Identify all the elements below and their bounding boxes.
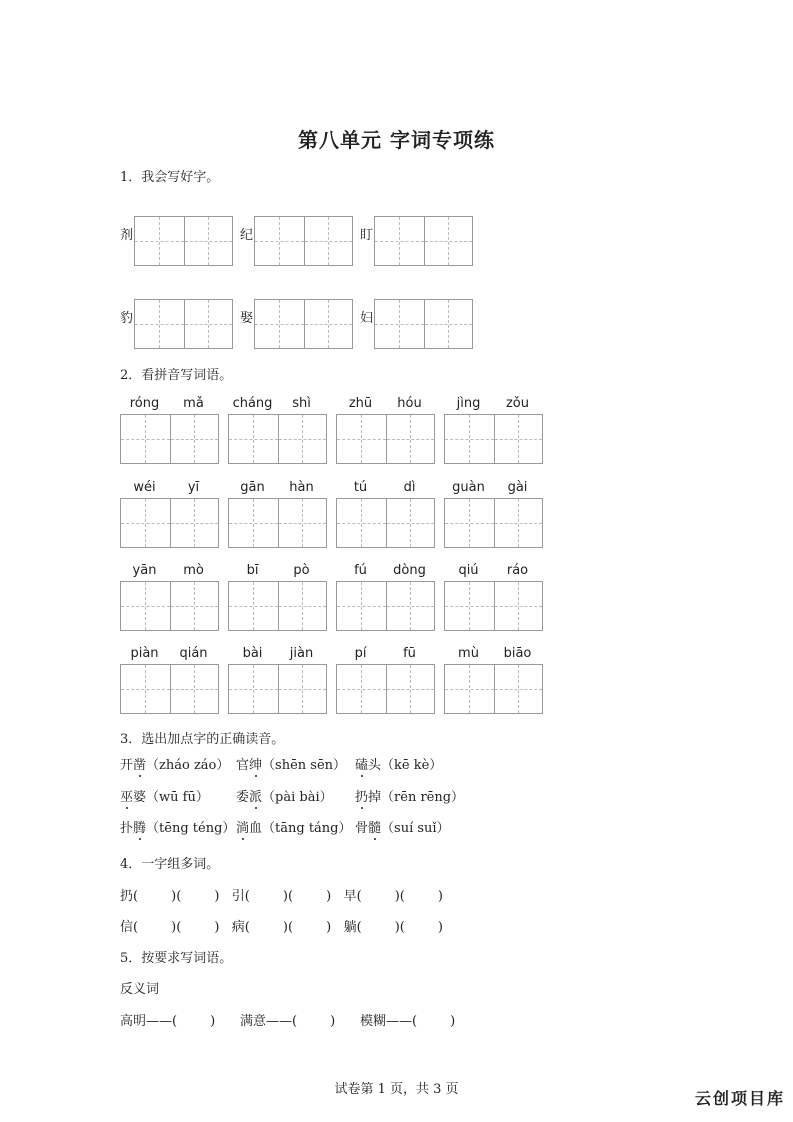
pinyin-syllable: jìng — [456, 396, 481, 411]
writing-cell[interactable] — [184, 300, 233, 348]
pinyin-syllable: hóu — [397, 396, 422, 411]
q1-writing-grid[interactable] — [374, 299, 473, 349]
pinyin-label — [444, 396, 542, 411]
writing-cell[interactable] — [278, 582, 327, 630]
writing-cell[interactable] — [494, 499, 543, 547]
q3-item[interactable] — [355, 817, 450, 836]
pinyin-syllable: yī — [187, 480, 200, 495]
writing-cell[interactable] — [386, 665, 435, 713]
q3-heading: 3．选出加点字的正确读音。 — [120, 732, 285, 747]
q3-text-pre: 开 — [120, 758, 134, 773]
dotted-char: 派 — [249, 786, 262, 805]
q3-text-opts: （pài bài） — [262, 790, 333, 805]
pinyin-syllable: pí — [354, 646, 367, 661]
pinyin-label — [336, 646, 434, 661]
writing-cell[interactable] — [337, 499, 386, 547]
pinyin-syllable: jiàn — [289, 646, 314, 661]
writing-cell[interactable] — [375, 300, 424, 348]
writing-cell[interactable] — [135, 217, 184, 265]
writing-cell[interactable] — [229, 499, 278, 547]
q3-text-post: 婆 — [133, 790, 147, 805]
pinyin-syllable: zǒu — [505, 396, 530, 411]
q3-item[interactable] — [120, 786, 209, 805]
pinyin-label — [336, 563, 434, 578]
pinyin-syllable: hàn — [289, 480, 314, 495]
q3-text-opts: （zháo záo） — [146, 758, 230, 773]
page-footer: 试卷第 1 页，共 3 页 — [334, 1082, 459, 1097]
writing-cell[interactable] — [386, 499, 435, 547]
writing-cell[interactable] — [445, 499, 494, 547]
writing-cell[interactable] — [337, 582, 386, 630]
writing-cell[interactable] — [135, 300, 184, 348]
q1-writing-grid[interactable] — [254, 299, 353, 349]
writing-cell[interactable] — [445, 665, 494, 713]
q3-text-opts: （tēng téng） — [146, 821, 236, 836]
q3-item[interactable] — [236, 786, 333, 805]
writing-cell[interactable] — [255, 300, 304, 348]
writing-cell[interactable] — [445, 415, 494, 463]
q3-text-opts: （shēn sēn） — [262, 758, 347, 773]
writing-cell[interactable] — [375, 217, 424, 265]
q1-char-label: 盯 — [360, 228, 374, 243]
q3-item[interactable] — [236, 817, 352, 836]
q1-char-label: 纪 — [240, 228, 254, 243]
q2-writing-grid[interactable] — [336, 581, 435, 631]
writing-cell[interactable] — [386, 582, 435, 630]
q3-text-pre: 委 — [236, 790, 250, 805]
pinyin-label — [228, 480, 326, 495]
dotted-char: 凿 — [133, 754, 146, 773]
writing-cell[interactable] — [304, 217, 353, 265]
dotted-char: 髓 — [368, 817, 381, 836]
writing-cell[interactable] — [121, 582, 170, 630]
q3-text-opts: （wū fū） — [146, 790, 209, 805]
pinyin-syllable: zhū — [348, 396, 373, 411]
pinyin-syllable: qián — [179, 646, 208, 661]
pinyin-syllable: tú — [353, 480, 368, 495]
pinyin-syllable: bài — [242, 646, 263, 661]
writing-cell[interactable] — [170, 415, 219, 463]
q1-char-label: 豹 — [120, 311, 134, 326]
writing-cell[interactable] — [278, 415, 327, 463]
q2-writing-grid[interactable] — [336, 414, 435, 464]
q2-writing-grid[interactable] — [228, 664, 327, 714]
q3-text-opts: （kē kè） — [381, 758, 443, 773]
q2-writing-grid[interactable] — [120, 498, 219, 548]
q2-writing-grid[interactable] — [120, 581, 219, 631]
q2-writing-grid[interactable] — [444, 664, 543, 714]
q2-writing-grid[interactable] — [444, 414, 543, 464]
q3-text-pre: 扑 — [120, 821, 134, 836]
q4-heading: 4．一字组多词。 — [120, 857, 220, 872]
writing-cell[interactable] — [424, 300, 473, 348]
writing-cell[interactable] — [255, 217, 304, 265]
q3-text-opts: （suí suǐ） — [381, 821, 450, 836]
pinyin-syllable: qiú — [458, 563, 479, 578]
pinyin-label — [228, 563, 326, 578]
pinyin-label — [120, 563, 218, 578]
q2-heading: 2．看拼音写词语。 — [120, 368, 233, 383]
q3-text-post: 血 — [249, 821, 263, 836]
q2-writing-grid[interactable] — [336, 664, 435, 714]
q5-subheading: 反义词 — [120, 982, 160, 997]
q1-writing-grid[interactable] — [134, 216, 233, 266]
writing-cell[interactable] — [337, 665, 386, 713]
pinyin-syllable: mǎ — [183, 396, 204, 411]
pinyin-label — [444, 646, 542, 661]
pinyin-syllable: mò — [183, 563, 204, 578]
q1-char-label: 妇 — [360, 311, 374, 326]
dotted-char: 磕 — [355, 754, 368, 773]
q2-writing-grid[interactable] — [444, 498, 543, 548]
page-title: 第八单元 字词专项练 — [298, 128, 495, 152]
writing-cell[interactable] — [445, 582, 494, 630]
writing-cell[interactable] — [121, 665, 170, 713]
pinyin-syllable: guàn — [452, 480, 485, 495]
q3-text-pre: 骨 — [355, 821, 369, 836]
pinyin-label — [120, 646, 218, 661]
writing-cell[interactable] — [170, 665, 219, 713]
pinyin-syllable: dòng — [393, 563, 426, 578]
q5-antonym-line[interactable]: 高明——( ) 满意——( ) 模糊——( ) — [120, 1014, 456, 1029]
q3-item[interactable] — [120, 754, 229, 773]
writing-cell[interactable] — [229, 665, 278, 713]
pinyin-syllable: wéi — [133, 480, 156, 495]
pinyin-syllable: shì — [292, 396, 311, 411]
q2-writing-grid[interactable] — [228, 414, 327, 464]
q3-item[interactable] — [236, 754, 346, 773]
q2-writing-grid[interactable] — [228, 498, 327, 548]
pinyin-syllable: ráo — [506, 563, 529, 578]
writing-cell[interactable] — [337, 415, 386, 463]
writing-cell[interactable] — [304, 300, 353, 348]
pinyin-label — [444, 563, 542, 578]
pinyin-syllable: pò — [293, 563, 310, 578]
writing-cell[interactable] — [494, 665, 543, 713]
pinyin-label — [228, 396, 326, 411]
writing-cell[interactable] — [170, 582, 219, 630]
pinyin-syllable: gài — [507, 480, 528, 495]
writing-cell[interactable] — [229, 582, 278, 630]
pinyin-label — [120, 396, 218, 411]
pinyin-syllable: bī — [246, 563, 259, 578]
q2-writing-grid[interactable] — [228, 581, 327, 631]
pinyin-label — [444, 480, 542, 495]
q3-text-opts: （tāng táng） — [262, 821, 352, 836]
pinyin-syllable: biāo — [503, 646, 532, 661]
pinyin-label — [228, 646, 326, 661]
writing-cell[interactable] — [494, 415, 543, 463]
q1-writing-grid[interactable] — [374, 216, 473, 266]
q5-heading: 5．按要求写词语。 — [120, 951, 233, 966]
q3-item[interactable] — [120, 817, 235, 836]
pinyin-syllable: mù — [458, 646, 479, 661]
q4-row-1[interactable]: 扔( )( ) 引( )( ) 早( )( ) — [120, 889, 444, 904]
q3-text-post: 掉 — [368, 790, 382, 805]
brand-logo: 云创项目库 — [695, 1089, 786, 1108]
writing-cell[interactable] — [229, 415, 278, 463]
q2-writing-grid[interactable] — [120, 664, 219, 714]
q1-char-label: 娶 — [240, 311, 254, 326]
pinyin-syllable: gān — [240, 480, 265, 495]
dotted-char: 巫 — [120, 786, 133, 805]
q1-writing-grid[interactable] — [134, 299, 233, 349]
writing-cell[interactable] — [184, 217, 233, 265]
pinyin-syllable: róng — [129, 396, 160, 411]
q3-text-post: 头 — [368, 758, 382, 773]
writing-cell[interactable] — [278, 499, 327, 547]
q2-writing-grid[interactable] — [336, 498, 435, 548]
pinyin-label — [336, 396, 434, 411]
q2-writing-grid[interactable] — [444, 581, 543, 631]
pinyin-label — [336, 480, 434, 495]
pinyin-syllable: yān — [132, 563, 157, 578]
pinyin-syllable: fū — [403, 646, 416, 661]
writing-cell[interactable] — [278, 665, 327, 713]
dotted-char: 绅 — [249, 754, 262, 773]
pinyin-syllable: piàn — [130, 646, 159, 661]
dotted-char: 腾 — [133, 817, 146, 836]
q2-writing-grid[interactable] — [120, 414, 219, 464]
pinyin-syllable: fú — [354, 563, 367, 578]
pinyin-syllable: dì — [403, 480, 416, 495]
pinyin-syllable: cháng — [232, 396, 273, 411]
q3-item[interactable] — [355, 754, 442, 773]
writing-cell[interactable] — [494, 582, 543, 630]
q1-writing-grid[interactable] — [254, 216, 353, 266]
q3-text-pre: 官 — [236, 758, 250, 773]
writing-cell[interactable] — [386, 415, 435, 463]
pinyin-label — [120, 480, 218, 495]
q1-heading: 1．我会写好字。 — [120, 170, 220, 185]
q4-row-2[interactable]: 信( )( ) 病( )( ) 躺( )( ) — [120, 920, 444, 935]
writing-cell[interactable] — [170, 499, 219, 547]
q3-text-opts: （rēn rēng） — [381, 790, 465, 805]
writing-cell[interactable] — [121, 415, 170, 463]
dotted-char: 扔 — [355, 786, 368, 805]
dotted-char: 淌 — [236, 817, 249, 836]
q3-item[interactable] — [355, 786, 464, 805]
writing-cell[interactable] — [424, 217, 473, 265]
q1-char-label: 剂 — [120, 228, 134, 243]
writing-cell[interactable] — [121, 499, 170, 547]
